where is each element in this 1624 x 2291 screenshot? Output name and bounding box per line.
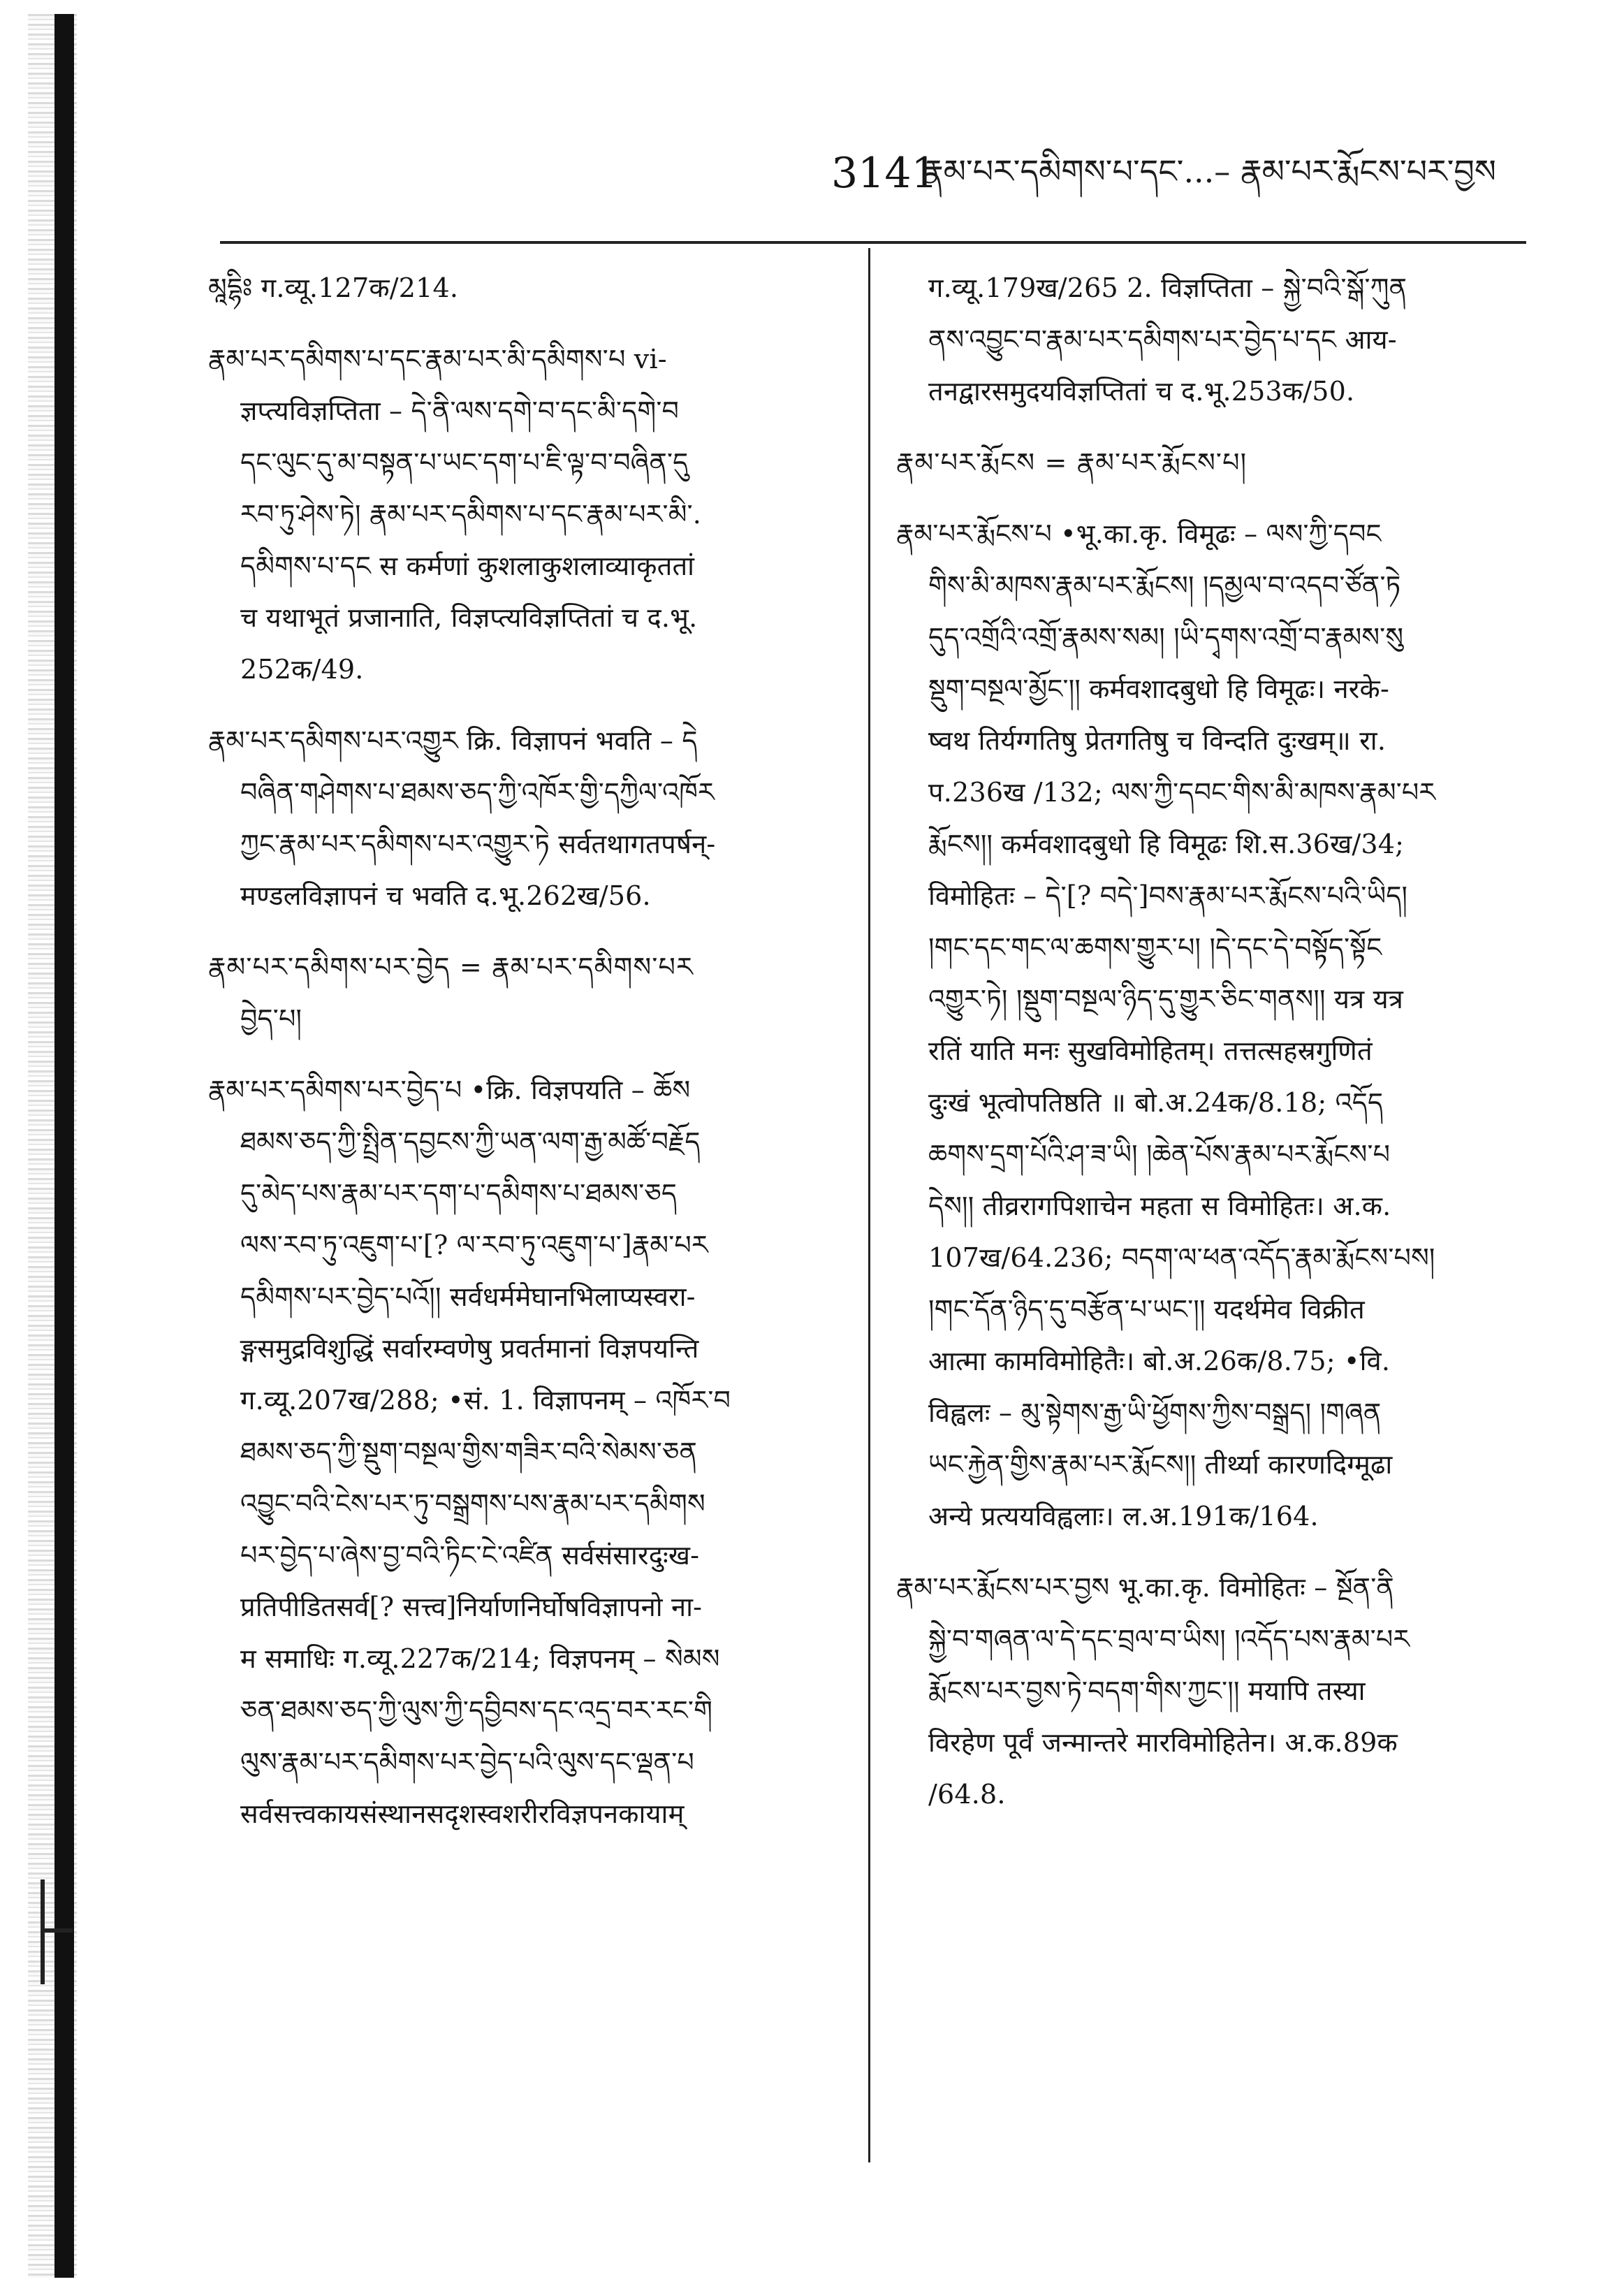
entry-line: ङ्गसमुद्रविशुद्धिं सर्वारम्वणेषु प्रवर्तमानां विज्ञपयन्ति	[240, 1333, 699, 1364]
entry-headword-line: རྣམ་པར་དམིགས་པར་བྱེད་པ •क्रि. विज्ञपयति – ཆོས	[208, 1075, 691, 1105]
entry-headword-line: རྣམ་པར་དམིགས་པར་བྱེད = རྣམ་པར་དམིགས་པར	[208, 952, 694, 982]
entry-line: ལུས་རྣམ་པར་དམིགས་པར་བྱེད་པའི་ལུས་དང་ལྡན་པ	[240, 1747, 694, 1777]
entry-line: སྐྱེ་བ་གཞན་ལ་དེ་དང་བྲལ་བ་ཡིས། །འདོད་པས་རྣམ་པར	[928, 1624, 1410, 1654]
entry-line: विरहेण पूर्वं जन्मान्तरे मारविमोहितेन। अ.क.89क	[928, 1727, 1398, 1758]
entry-line: च यथाभूतं प्रजानाति, विज्ञप्त्यविज्ञप्तितां च द.भू.	[240, 602, 698, 633]
column-divider	[868, 248, 870, 2162]
entry-line: དམིགས་པར་བྱེད་པའོ།། सर्वधर्ममेघानभिलाप्यस्वरा-	[240, 1281, 696, 1312]
entry-line: 107ख/64.236; བདག་ལ་ཕན་འདོད་རྣམ་རྨོངས་པས།	[928, 1242, 1435, 1273]
entry-headword-line: རྣམ་པར་དམིགས་པ་དང་རྣམ་པར་མི་དམིགས་པ vi-	[208, 344, 667, 374]
running-headword-range: རྣམ་པར་དམིགས་པ་དང་...– རྣམ་པར་རྨོངས་པར་བྱས	[922, 152, 1496, 190]
entry-line: आत्मा कामविमोहितैः। बो.अ.26क/8.75; •वि.	[928, 1346, 1391, 1376]
entry-line: བཞིན་གཤེགས་པ་ཐམས་ཅད་ཀྱི་འཁོར་གྱི་དཀྱིལ་འཁོར	[240, 777, 715, 808]
entry-line: ष्वथ तिर्यग्गतिषु प्रेतगतिषु च विन्दति दुःखम्॥ रा.	[928, 725, 1387, 756]
entry-line: ग.व्यू.207ख/288; •सं. 1. विज्ञापनम् – འཁོར་བ	[240, 1385, 731, 1416]
entry-line: विह्वलः – མུ་སྟེགས་རྒྱ་ཡི་ཕྱོགས་ཀྱིས་བསྒྲད། །གཞན	[928, 1397, 1382, 1428]
entry-line: ཀྱང་རྣམ་པར་དམིགས་པར་འགྱུར་ཏེ सर्वतथागतपर्षन्-	[240, 829, 716, 859]
entry-headword-line: རྣམ་པར་རྨོངས་པར་བྱས भू.का.कृ. विमोहितः – སྔོན་ནི	[896, 1572, 1394, 1603]
entry-line: དུད་འགྲོའི་འགྲོ་རྣམས་སམ། །ཡི་དྭགས་འགྲོ་བ་རྣམས་སུ	[928, 622, 1404, 653]
entry-line: ཐམས་ཅད་ཀྱི་སྤྲིན་དབྱངས་ཀྱི་ཡན་ལག་རྒྱ་མཚོ་བརྗོད	[240, 1126, 701, 1157]
entry-line: प्रतिपीडितसर्व[? सत्त्व]निर्याणनिर्घोषविज्ञापनो ना-	[240, 1592, 703, 1622]
entry-line: तनद्वारसमुदयविज्ञप्तितां च द.भू.253क/50.	[928, 376, 1355, 407]
clip-mark	[41, 1879, 73, 1984]
entry-line: དམིགས་པ་དང स कर्मणां कुशलाकुशलाव्याकृततां	[240, 551, 695, 581]
entry-line: དང་ལུང་དུ་མ་བསྟན་པ་ཡང་དག་པ་ཇི་ལྟ་བ་བཞིན་དུ	[240, 447, 689, 478]
entry-headword-line: རྣམ་པར་རྨོངས = རྣམ་པར་རྨོངས་པ།	[896, 447, 1248, 478]
entry-line: ཐམས་ཅད་ཀྱི་སྡུག་བསྔལ་གྱིས་གཟིར་བའི་སེམས་ཅན	[240, 1437, 697, 1467]
entry-line: म समाधिः ग.व्यू.227क/214; विज्ञपनम् – སེམས	[240, 1643, 720, 1674]
entry-line: ཆགས་དྲག་པོའི་ཤ་ཟ་ཡི། །ཆེན་པོས་རྣམ་པར་རྨོངས་པ	[928, 1139, 1391, 1170]
entry-line: 252क/49.	[240, 654, 364, 685]
entry-line: ཡང་རྐྱེན་གྱིས་རྣམ་པར་རྨོངས།། तीर्थ्या कारणदिग्मूढा	[928, 1449, 1393, 1480]
entry-line: ལས་རབ་ཏུ་འཇུག་པ་[? ལ་རབ་ཏུ་འཇུག་པ་]རྣམ་པར	[240, 1230, 708, 1260]
entry-line: མཱདྷིཿ ग.व्यू.127क/214.	[208, 272, 459, 303]
entry-line: བྱེད་པ།	[240, 1003, 302, 1034]
right-column	[896, 262, 1518, 2148]
entry-line: དུ་མེད་པས་རྣམ་པར་དག་པ་དམིགས་པ་ཐམས་ཅད	[240, 1178, 678, 1209]
entry-line: सर्वसत्त्वकायसंस्थानसदृशस्वशरीरविज्ञपनकायाम्	[240, 1798, 685, 1829]
left-column	[208, 262, 837, 2148]
entry-line: པར་བྱེད་པ་ཞེས་བྱ་བའི་ཏིང་ངེ་འཛིན सर्वसंसारदुःख-	[240, 1540, 700, 1571]
entry-line: ནས་འབྱུང་བ་རྣམ་པར་དམིགས་པར་བྱེད་པ་དང आय-	[928, 324, 1397, 355]
entry-line: འབྱུང་བའི་ངེས་པར་ཏུ་བསྒྲགས་པས་རྣམ་པར་དམིགས	[240, 1488, 705, 1519]
page-number: 3141	[831, 149, 938, 198]
entry-headword-line: རྣམ་པར་རྨོངས་པ •भू.का.कृ. विमूढः – ལས་ཀྱི་དབང	[896, 518, 1382, 549]
entry-line: རྨོངས་པར་བྱས་ཏེ་བདག་གིས་ཀྱང་།། मयापि तस्या	[928, 1675, 1366, 1706]
entry-line: །གང་དང་གང་ལ་ཆགས་གྱུར་པ། །དེ་དང་དེ་བསྟོད་སྟོང	[928, 932, 1382, 963]
entry-line: །གང་དོན་ཉིད་དུ་བརྩོན་པ་ཡང་།། यदर्थमेव विक्रीत	[928, 1294, 1365, 1325]
entry-line: ग.व्यू.179ख/265 2. विज्ञप्तिता – སྐྱེ་བའི་སྒོ་ཀུན	[928, 272, 1407, 303]
header-rule	[220, 241, 1526, 244]
entry-line: दुःखं भूत्वोपतिष्ठति ॥ बो.अ.24क/8.18; འདོད	[928, 1087, 1384, 1118]
entry-line: रतिं याति मनः सुखविमोहितम्। तत्तत्सहस्रगुणितं	[928, 1035, 1373, 1066]
entry-line: རབ་ཏུ་ཤེས་ཏེ། རྣམ་པར་དམིགས་པ་དང་རྣམ་པར་མི་.	[240, 499, 702, 530]
entry-line: प.236ख /132; ལས་ཀྱི་དབང་གིས་མི་མཁས་རྣམ་པར	[928, 777, 1436, 808]
entry-line: འགྱུར་ཏེ། །སྡུག་བསྔལ་ཉིད་དུ་གྱུར་ཅིང་གནས།། यत्र यत्र	[928, 984, 1404, 1014]
entry-line: /64.8.	[928, 1779, 1006, 1810]
entry-line: विमोहितः – དེ་[? བདེ་]བས་རྣམ་པར་རྨོངས་པའི་ཡིད།	[928, 880, 1408, 911]
entry-line: དེས།། तीव्ररागपिशाचेन महता स विमोहितः। अ.क.	[928, 1191, 1391, 1221]
entry-line: རྨོངས།། कर्मवशादबुधो हि विमूढः शि.स.36ख/34;	[928, 829, 1405, 859]
entry-line: ज्ञप्त्यविज्ञप्तिता – དེ་ནི་ལས་དགེ་བ་དང་མི་དགེ་བ	[240, 395, 680, 426]
entry-line: ཅན་ཐམས་ཅད་ཀྱི་ལུས་ཀྱི་དབྱིབས་དང་འདྲ་བར་རང་གི	[240, 1695, 713, 1726]
entry-line: གིས་མི་མཁས་རྣམ་པར་རྨོངས། །དམྱལ་བ་འདབ་ཙོན་ཏེ	[928, 570, 1401, 601]
entry-line: मण्डलविज्ञापनं च भवति द.भू.262ख/56.	[240, 880, 651, 911]
entry-line: སྡུག་བསྔལ་མྱོང་།། कर्मवशादबुधो हि विमूढः। नरके-	[928, 674, 1389, 704]
entry-line: अन्ये प्रत्ययविह्वलाः। ल.अ.191क/164.	[928, 1501, 1319, 1532]
entry-headword-line: རྣམ་པར་དམིགས་པར་འགྱུར क्रि. विज्ञापनं भवति – དེ	[208, 725, 698, 756]
